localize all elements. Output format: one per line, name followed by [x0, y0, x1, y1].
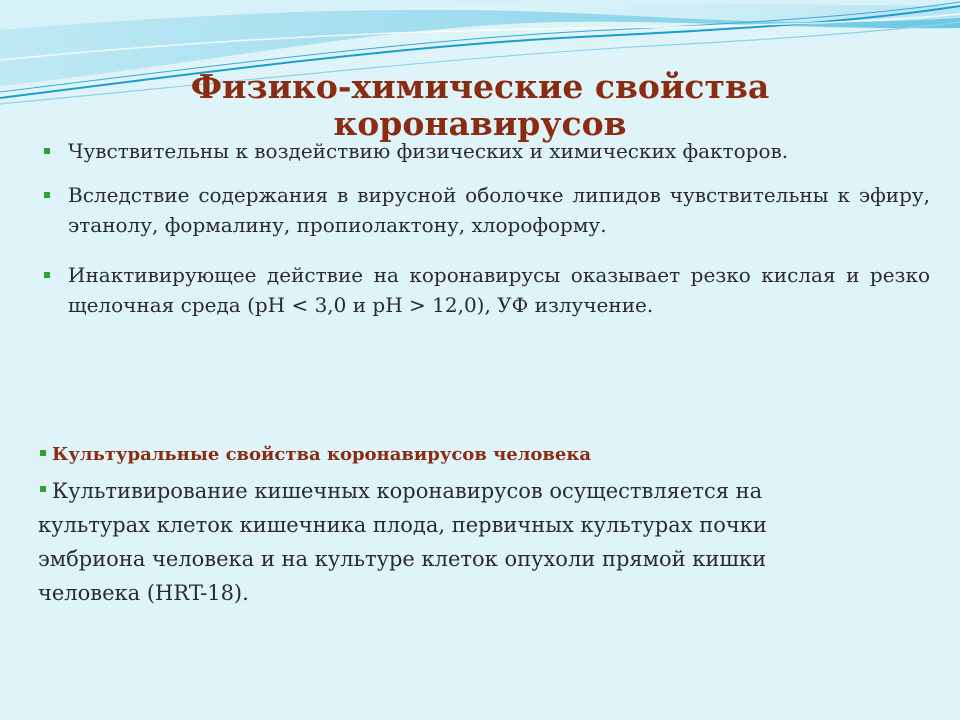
slide-title	[120, 68, 840, 142]
cultural-properties-section	[38, 440, 838, 610]
bullet-text: Чувствительны к воздействию физических и химических факторов.	[68, 139, 789, 163]
slide-title-line-1: Физико-химические свойства	[190, 67, 770, 106]
cultivation-paragraph	[38, 474, 838, 610]
bullet-item-physical-chemical-sensitivity	[42, 136, 930, 166]
slide-title-line-2: коронавирусов	[333, 104, 627, 143]
cultural-properties-heading	[38, 440, 838, 470]
cultural-properties-heading-text: Культуральные свойства коронавирусов человека	[52, 444, 592, 465]
bullet-item-inactivation	[42, 260, 930, 320]
bullet-marker-icon	[44, 192, 50, 198]
bullet-text: Инактивирующее действие на коронавирусы оказывает резко кислая и резко щелочная среда (pH < 3,0 и pH > 12,0), УФ излучение.	[68, 263, 930, 317]
bullet-text: Вследствие содержания в вирусной оболочке липидов чувствительны к эфиру, этанолу, формалину, пропиолактону, хлороформу.	[68, 183, 930, 237]
bullet-marker-icon	[40, 486, 46, 492]
cultivation-paragraph-text: Культивирование кишечных коронавирусов осуществляется на культурах клеток кишечника плода, первичных культурах почки эмбриона человека и на культуре клеток опухоли прямой кишки человека (HRT-18).	[38, 479, 767, 605]
bullet-item-lipid-sensitivity	[42, 180, 930, 240]
bullet-marker-icon	[44, 272, 50, 278]
properties-bullet-list	[42, 136, 930, 334]
bullet-marker-icon	[40, 450, 46, 456]
bullet-marker-icon	[44, 148, 50, 154]
